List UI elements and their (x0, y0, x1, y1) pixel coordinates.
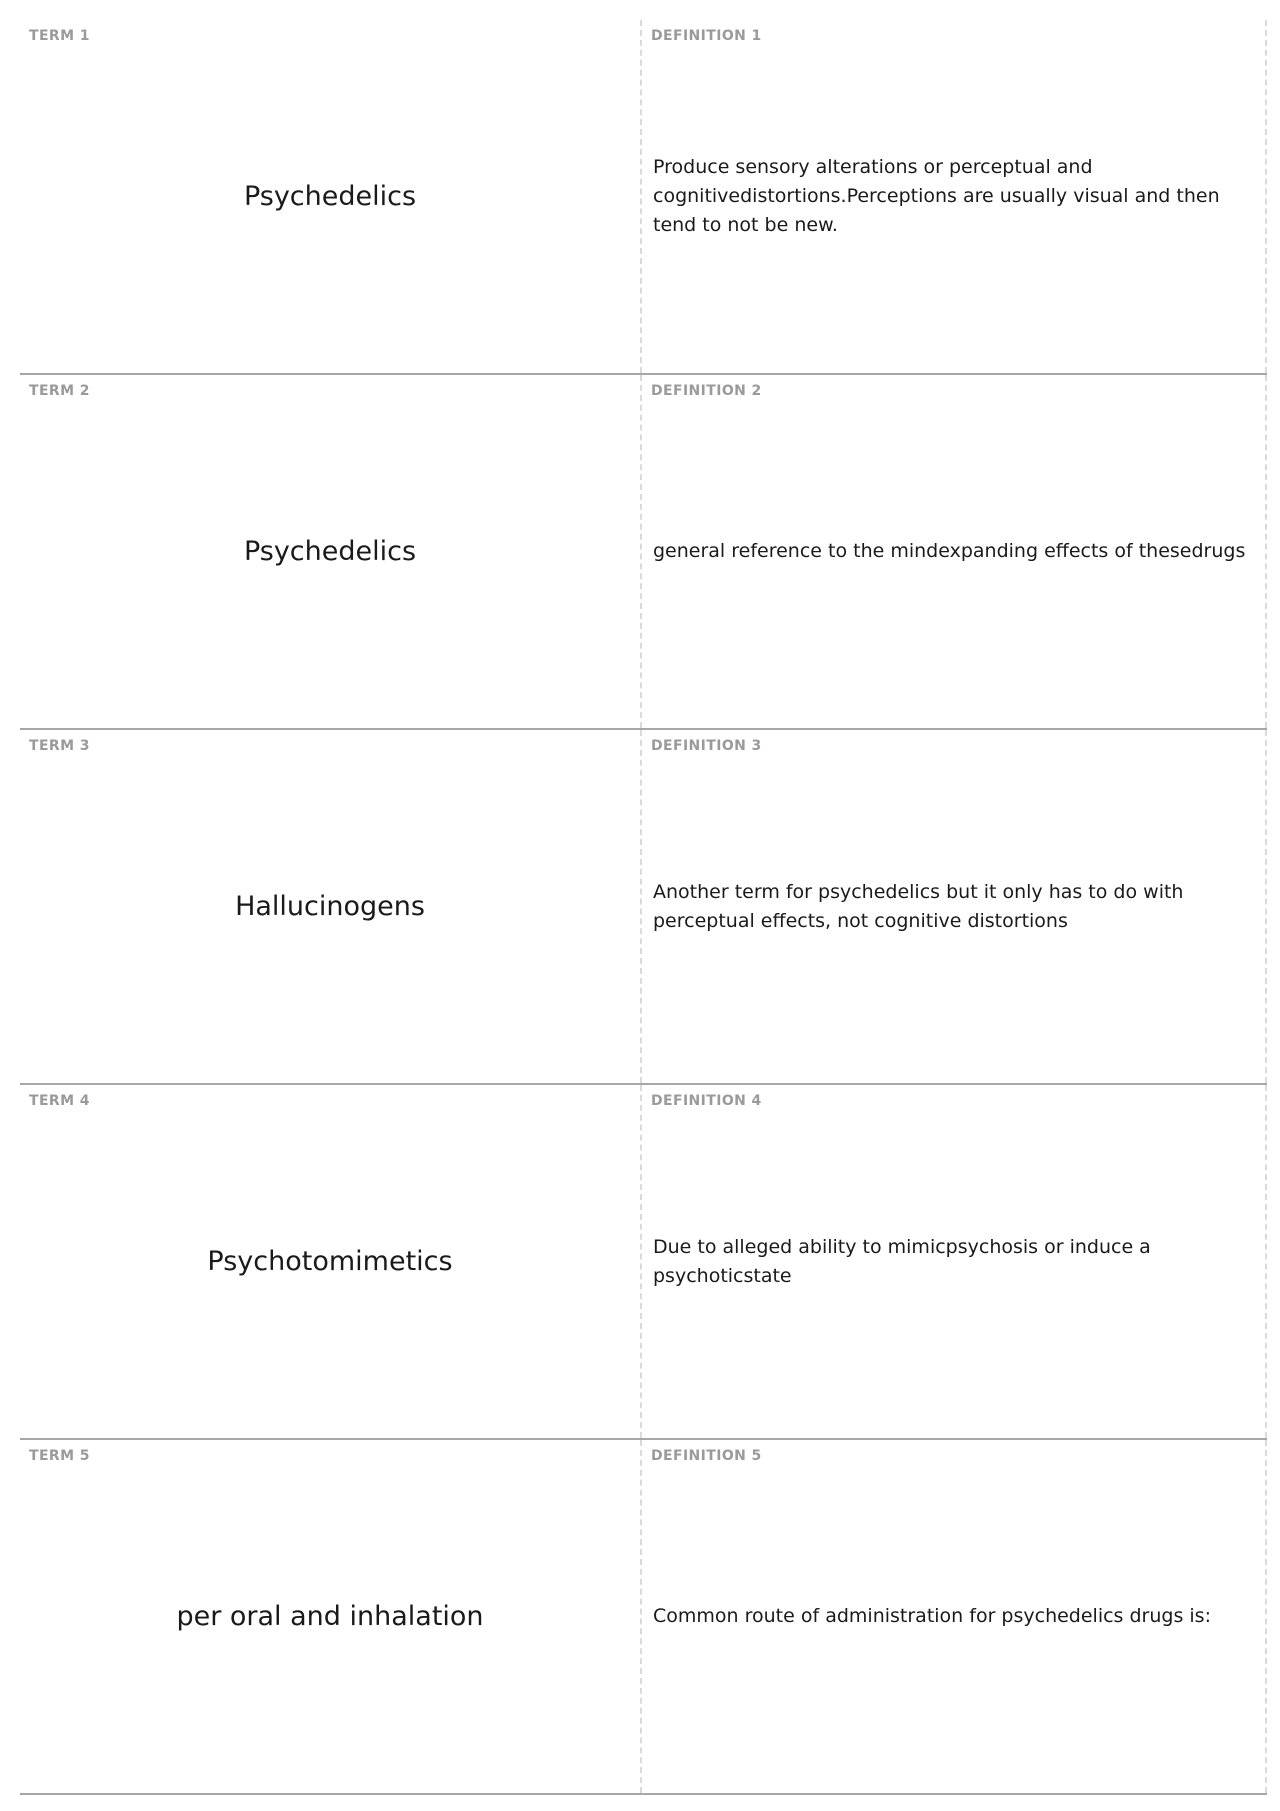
flashcard-row-5 (20, 1440, 1267, 1795)
term-text: Psychedelics (243, 181, 417, 212)
term-label: TERM 1 (29, 28, 90, 44)
flashcard-row-2 (20, 375, 1267, 730)
definition-cell (642, 20, 1267, 373)
term-text: per oral and inhalation (176, 1601, 484, 1632)
term-cell (20, 1440, 642, 1793)
term-text: Hallucinogens (235, 891, 425, 922)
definition-text: Produce sensory alterations or perceptual and cognitivedistortions.Perceptions are usually visual and then tend to not be new. (653, 156, 1220, 236)
definition-text: Common route of administration for psychedelics drugs is: (653, 1605, 1211, 1627)
term-cell (20, 375, 642, 728)
definition-text: general reference to the mindexpanding effects of thesedrugs (653, 540, 1246, 562)
definition-label: DEFINITION 4 (651, 1093, 762, 1109)
flashcard-row-3 (20, 730, 1267, 1085)
term-cell (20, 20, 642, 373)
definition-label: DEFINITION 1 (651, 28, 762, 44)
term-cell (20, 730, 642, 1083)
flashcard-row-4 (20, 1085, 1267, 1440)
flashcard-row-1 (20, 20, 1267, 375)
definition-cell (642, 1085, 1267, 1438)
definition-cell (642, 375, 1267, 728)
definition-text: Another term for psychedelics but it only has to do with perceptual effects, not cognitive distortions (653, 880, 1184, 932)
definition-cell (642, 1440, 1267, 1793)
term-text: Psychedelics (243, 536, 417, 567)
flashcard-sheet (20, 20, 1267, 1795)
term-label: TERM 2 (29, 383, 90, 399)
definition-cell (642, 730, 1267, 1083)
definition-label: DEFINITION 2 (651, 383, 762, 399)
term-text: Psychotomimetics (207, 1246, 453, 1277)
term-cell (20, 1085, 642, 1438)
definition-label: DEFINITION 3 (651, 738, 762, 754)
term-label: TERM 4 (29, 1093, 90, 1109)
definition-label: DEFINITION 5 (651, 1448, 762, 1464)
term-label: TERM 5 (29, 1448, 90, 1464)
definition-text: Due to alleged ability to mimicpsychosis or induce a psychoticstate (653, 1235, 1151, 1287)
term-label: TERM 3 (29, 738, 90, 754)
